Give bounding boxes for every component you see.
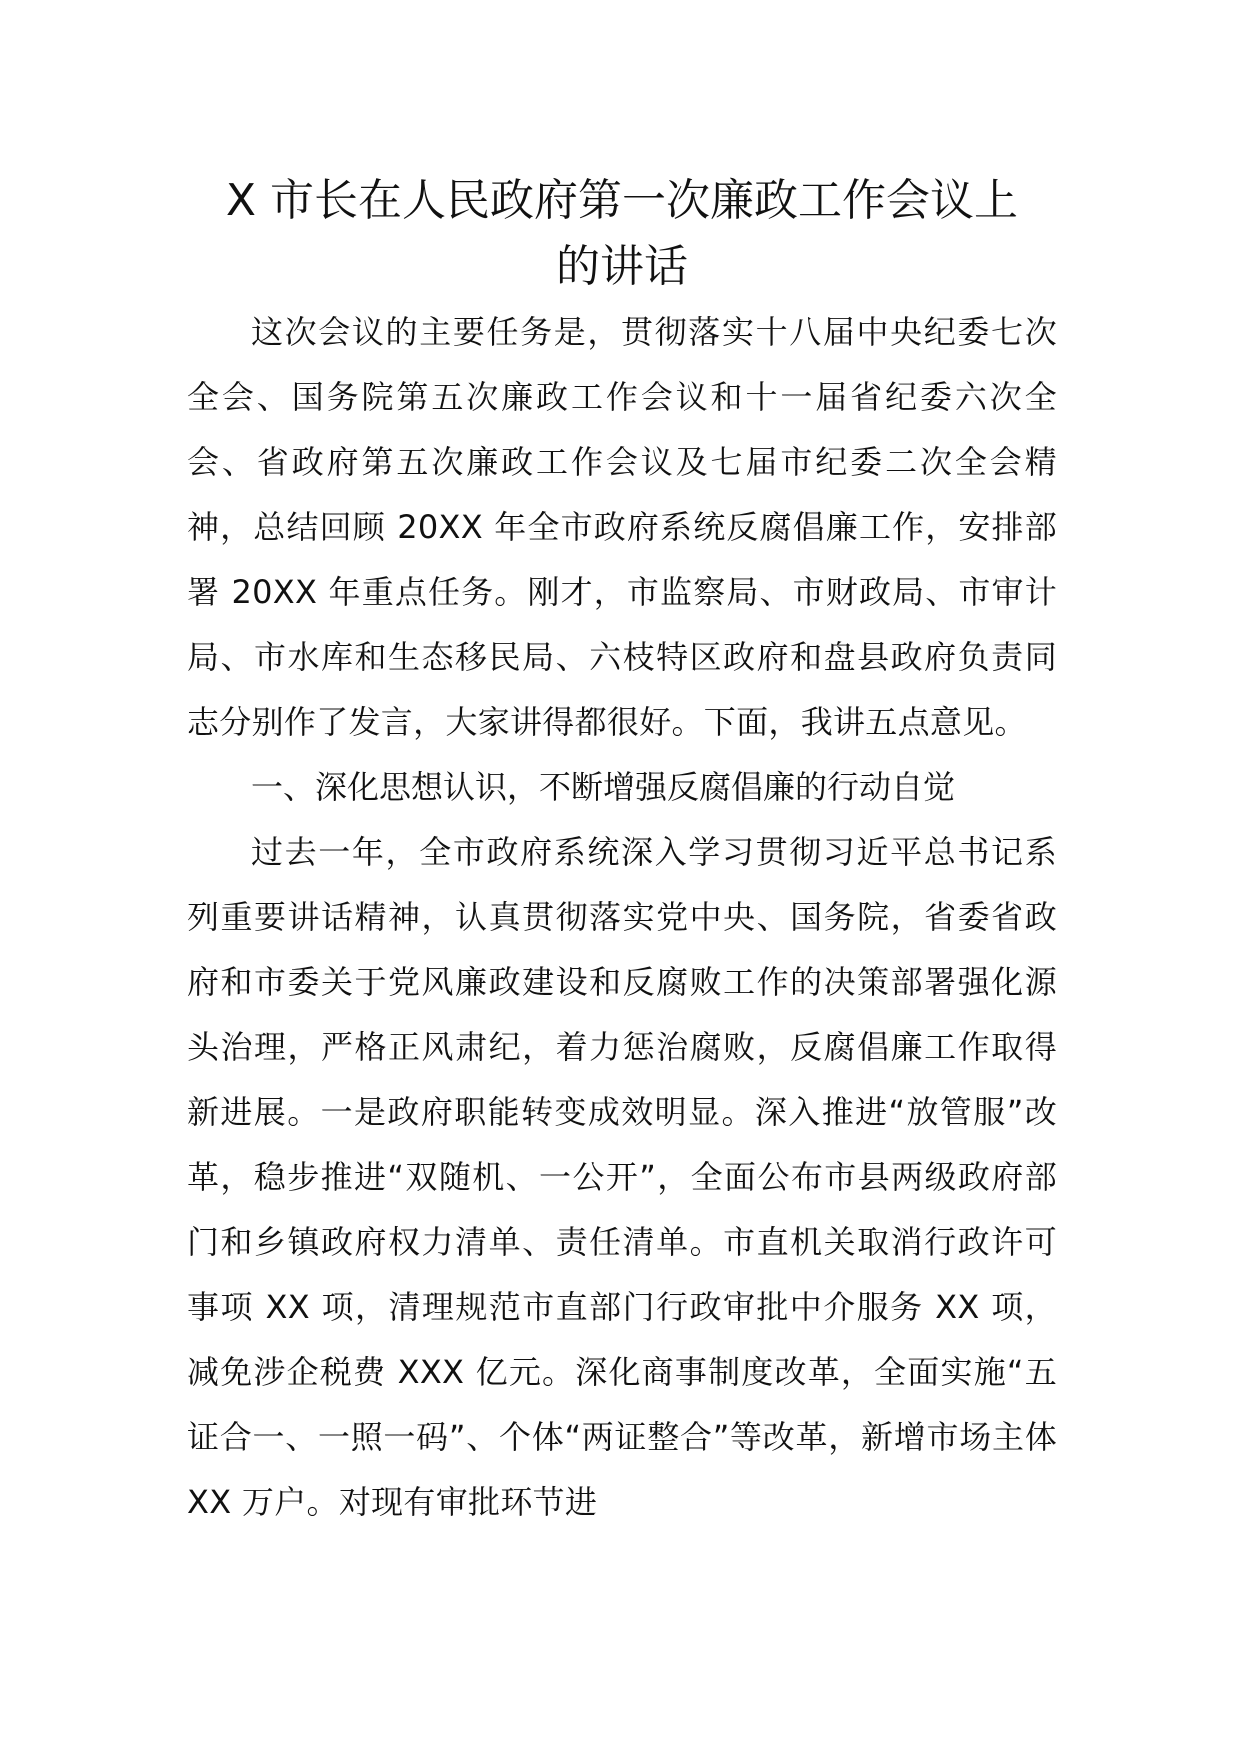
intro-paragraph: 这次会议的主要任务是，贯彻落实十八届中央纪委七次全会、国务院第五次廉政工作会议和十一届省纪委六次全会、省政府第五次廉政工作会议及七届市纪委二次全会精神，总结回顾 20XX 年全市政府系统反腐倡廉工作，安排部署 20XX 年重点任务。刚才，市监察局、市财政局、市审计局、市水库和生态移民局、六枝特区政府和盘县政府负责同志分别作了发言，大家讲得都很好。下面，我讲五点意见。 [187,313,1057,741]
document-title [187,168,1057,300]
section-heading-1: 一、深化思想认识，不断增强反腐倡廉的行动自觉 [251,768,956,806]
title-line-2: 的讲话 [556,241,688,292]
section-paragraph-1: 过去一年，全市政府系统深入学习贯彻习近平总书记系列重要讲话精神，认真贯彻落实党中央、国务院，省委省政府和市委关于党风廉政建设和反腐败工作的决策部署强化源头治理，严格正风肃纪，着力惩治腐败，反腐倡廉工作取得新进展。一是政府职能转变成效明显。深入推进“放管服”改革，稳步推进“双随机、一公开”，全面公布市县两级政府部门和乡镇政府权力清单、责任清单。市直机关取消行政许可事项 XX 项，清理规范市直部门行政审批中介服务 XX 项，减免涉企税费 XXX 亿元。深化商事制度改革，全面实施“五证合一、一照一码”、个体“两证整合”等改革，新增市场主体 XX 万户。对现有审批环节进 [187,833,1057,1521]
document-body [187,168,1057,1535]
title-line-1: X 市长在人民政府第一次廉政工作会议上 [225,175,1019,226]
